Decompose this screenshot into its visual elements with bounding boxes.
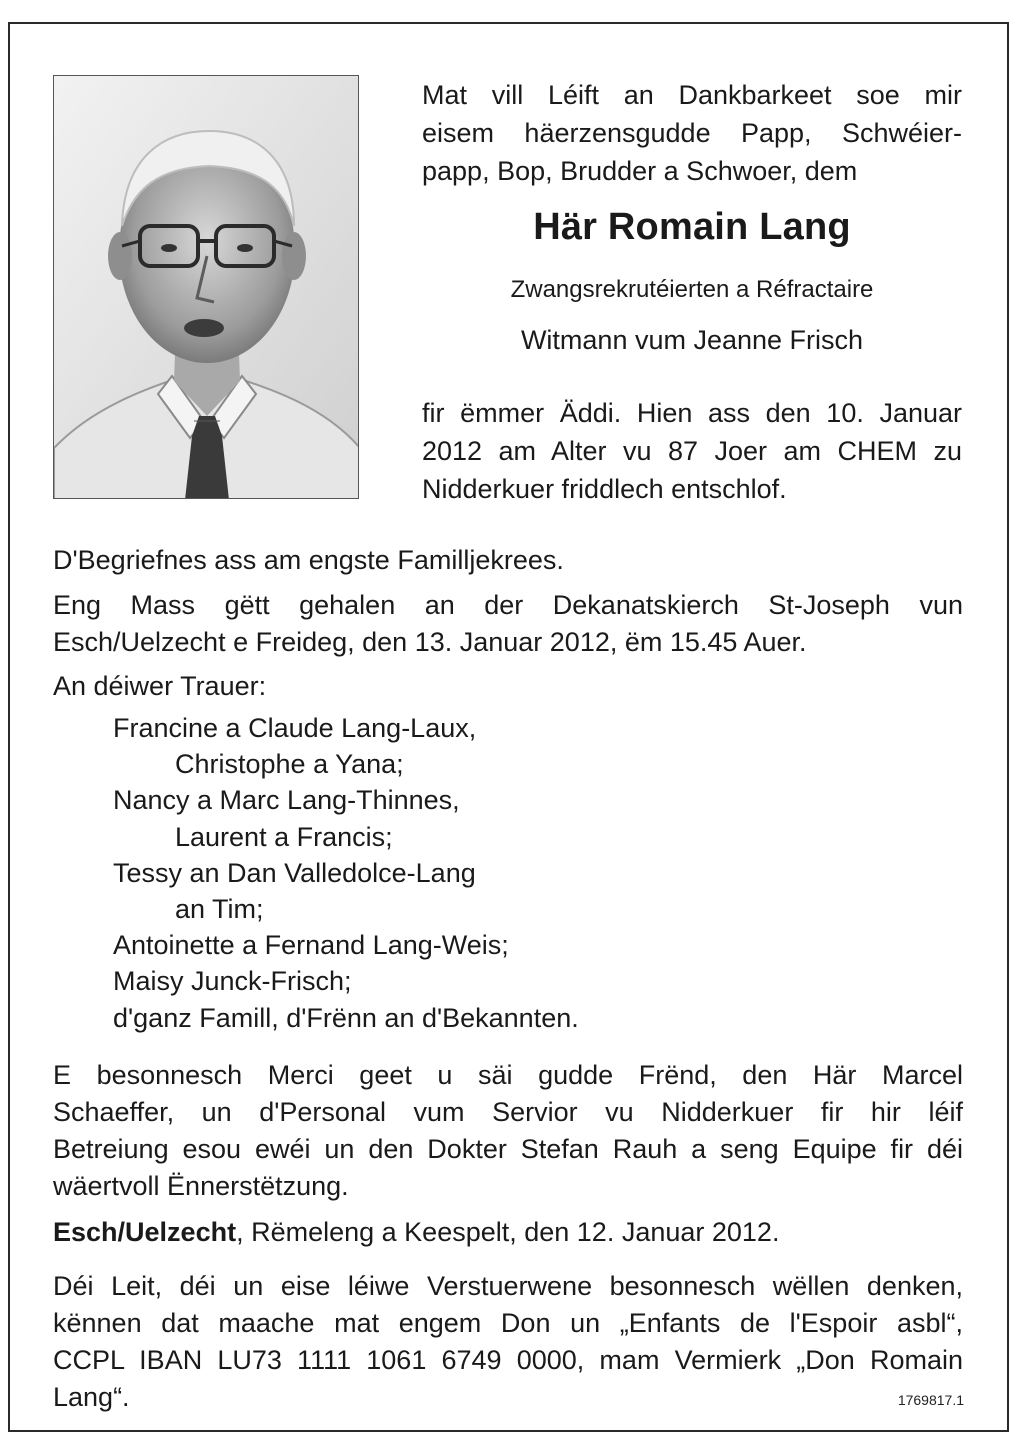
passing-line: fir ëmmer Äddi. Hien ass den 10. Januar xyxy=(422,398,962,428)
list-item: Maisy Junck-Frisch; xyxy=(113,966,352,997)
donation-line: Déi Leit, déi un eise léiwe Verstuerwene besonnesch wëllen denken, xyxy=(53,1271,963,1301)
thanks-line: Schaeffer, un d'Personal vum Servior vu Nidderkuer fir hir léif xyxy=(53,1097,963,1127)
mourners-list xyxy=(113,710,813,1036)
passing-line: Nidderkuer friddlech entschlof. xyxy=(422,474,787,504)
passing-line: 2012 am Alter vu 87 Joer am CHEM zu xyxy=(422,436,962,466)
place-rest: , Rëmeleng a Keespelt, den 12. Januar 2012. xyxy=(236,1217,780,1247)
intro-line: Mat vill Léift an Dankbarkeet soe mir xyxy=(422,80,962,110)
donation-text xyxy=(53,1268,963,1416)
passing-text xyxy=(422,394,962,508)
thanks-line: wäertvoll Ënnerstëtzung. xyxy=(53,1171,349,1201)
intro-line: papp, Bop, Brudder a Schwoer, dem xyxy=(422,156,858,186)
thanks-line: Betreiung esou ewéi un den Dokter Stefan Rauh a seng Equipe fir déi xyxy=(53,1134,963,1164)
list-item: Antoinette a Fernand Lang-Weis; xyxy=(113,930,509,961)
intro-line: eisem häerzensgudde Papp, Schwéier- xyxy=(422,118,962,148)
list-item: Francine a Claude Lang-Laux, xyxy=(113,713,477,743)
mass-line: Eng Mass gëtt gehalen an der Dekanatskierch St-Joseph vun xyxy=(53,590,963,620)
deceased-subtitle: Zwangsrekrutéierten a Réfractaire xyxy=(510,276,874,303)
mourning-intro: An déiwer Trauer: xyxy=(53,671,267,701)
donation-line: Lang“. xyxy=(53,1382,130,1412)
deceased-name: Här Romain Lang xyxy=(533,206,851,248)
list-item: an Tim; xyxy=(175,894,264,925)
donation-line: CCPL IBAN LU73 1111 1061 6749 0000, mam Vermierk „Don Romain xyxy=(53,1345,963,1375)
mass-note xyxy=(53,587,963,661)
thanks-line: E besonnesch Merci geet u säi gudde Frënd, den Här Marcel xyxy=(53,1060,963,1090)
list-item: Laurent a Francis; xyxy=(175,821,393,852)
donation-line: kënnen dat maache mat engem Don un „Enfants de l'Espoir asbl“, xyxy=(53,1308,963,1338)
reference-number: 1769817.1 xyxy=(897,1392,964,1408)
thanks-text xyxy=(53,1057,963,1205)
widower-line: Witmann vum Jeanne Frisch xyxy=(520,325,864,355)
place-bold: Esch/Uelzecht xyxy=(53,1217,237,1247)
list-item: Christophe a Yana; xyxy=(175,749,404,780)
list-item: Nancy a Marc Lang-Thinnes, xyxy=(113,785,460,816)
place-date xyxy=(53,1214,963,1251)
list-item: Tessy an Dan Valledolce-Lang xyxy=(113,857,476,888)
burial-note: D'Begriefnes ass am engste Familljekrees. xyxy=(53,545,564,575)
intro-text xyxy=(422,76,962,190)
portrait-photo xyxy=(53,75,359,499)
mass-line: Esch/Uelzecht e Freideg, den 13. Januar 2012, ëm 15.45 Auer. xyxy=(53,627,807,657)
list-item: d'ganz Famill, d'Frënn an d'Bekannten. xyxy=(113,1002,579,1033)
